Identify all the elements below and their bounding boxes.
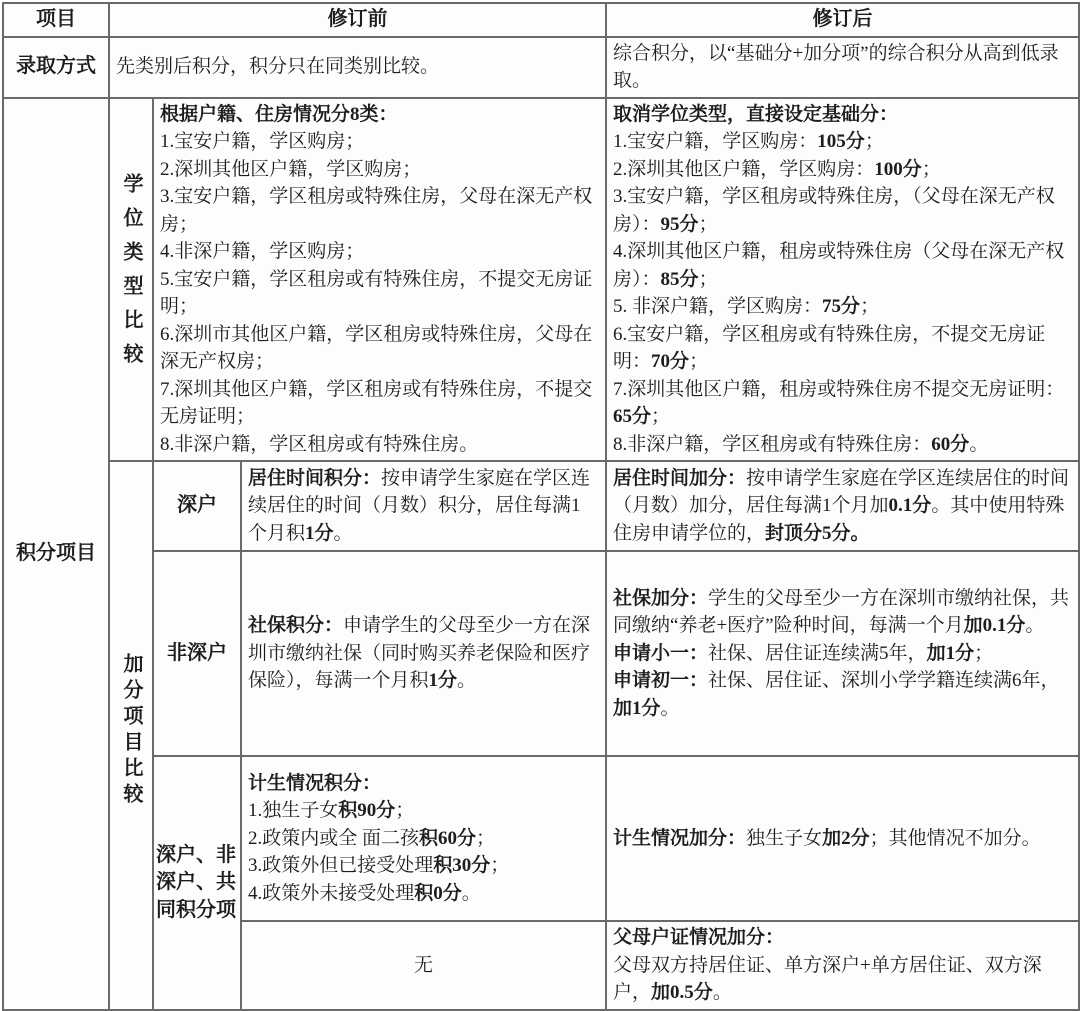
header-item: 项目: [3, 3, 109, 37]
header-after: 修订后: [606, 3, 1079, 37]
paragraph: [613, 101, 1072, 129]
text-run: 居住时间加分：: [613, 467, 747, 489]
text-run: 4.非深户籍，学区购房；: [160, 241, 365, 262]
header-before: 修订前: [109, 3, 606, 37]
text-run: 75分: [822, 296, 861, 317]
text-run: 根据户籍、住房情况分8类：: [160, 103, 398, 125]
text-run: 申请学生的父母至少一方在深圳市缴纳社保（同时购买养老保险和医疗保险），每满一个月积: [248, 615, 591, 692]
text-run: 独生子女: [746, 827, 823, 849]
paragraph: [613, 924, 1072, 952]
paragraph: [160, 156, 599, 184]
text-run: 。: [660, 697, 680, 719]
paragraph: [160, 431, 599, 459]
text-run: 7.深圳其他区户籍，租房或特殊住房不提交无房证明：: [613, 378, 1065, 400]
text-run: 加0.1分: [963, 615, 1026, 637]
admission-method-label: 录取方式: [3, 37, 109, 98]
text-run: 4.深圳其他区户籍，租房或特殊住房（父母在深无产权房）：: [613, 241, 1065, 290]
paragraph: [613, 321, 1072, 376]
text-run: 65分: [613, 406, 652, 427]
text-run: 加0.5分: [651, 982, 713, 1003]
text-run: 3.宝安户籍，学区租房或特殊住房，父母在深无产权房；: [160, 186, 593, 235]
paragraph: [248, 797, 599, 825]
admission-before-cell: [109, 37, 606, 98]
text-run: 积60分: [419, 827, 477, 849]
paragraph: [613, 40, 1072, 95]
text-run: 综合积分，以“基础分+加分项”的综合积分从高到低录取。: [613, 42, 1059, 91]
text-run: 申请小一：: [613, 642, 709, 664]
text-run: 6.深圳市其他区户籍，学区租房或特殊住房，父母在深无产权房；: [160, 323, 593, 372]
text-run: 按申请学生家庭在学区连续居住的时间（月数）积分，居住每满1个月积: [248, 467, 591, 544]
hukou-cert-after-cell: [606, 921, 1079, 1010]
paragraph: [248, 880, 599, 908]
text-run: 1分: [305, 522, 334, 544]
text-run: 。: [969, 433, 989, 455]
bonus-items-label: 加分项目比较: [120, 653, 142, 809]
text-run: 105分: [817, 131, 865, 152]
paragraph: [248, 852, 599, 880]
text-run: 2.政策内或全 面二孩: [248, 827, 420, 849]
text-run: 计生情况积分：: [248, 772, 382, 794]
text-run: 学生的父母至少一方在深圳市缴纳社保，共同缴纳“养老+医疗”险种时间，每满一个月: [613, 587, 1070, 637]
residence-time-before-cell: [241, 461, 606, 551]
text-run: 积30分: [433, 855, 491, 877]
text-run: 申请初一：: [613, 670, 709, 692]
paragraph: [613, 952, 1072, 1007]
paragraph: [248, 465, 599, 548]
text-run: 1.独生子女: [248, 800, 339, 822]
text-run: 4.政策外未接受处理: [248, 882, 415, 904]
shenzhen-hukou-label: 深户: [153, 461, 241, 551]
paragraph: [613, 376, 1072, 431]
paragraph: [613, 667, 1072, 722]
paragraph: [613, 640, 1072, 668]
paragraph: [613, 825, 1072, 853]
text-run: 按申请学生家庭在学区连续居住的时间（月数）加分，居住每满1个月加: [613, 467, 1070, 517]
text-run: 5. 非深户籍，学区购房：: [613, 296, 823, 317]
text-run: 。: [333, 522, 353, 544]
text-run: 。: [461, 882, 481, 904]
paragraph: [613, 431, 1072, 459]
text-run: 加1分: [926, 642, 975, 664]
text-run: 封顶分5分。: [765, 522, 870, 544]
paragraph: [613, 238, 1072, 293]
social-security-before-cell: [241, 551, 606, 756]
paragraph: [613, 585, 1072, 640]
paragraph: [160, 321, 599, 376]
degree-type-label-cell: [109, 98, 153, 462]
paragraph: [248, 952, 599, 980]
text-run: 加1分: [613, 697, 661, 719]
text-run: ；: [864, 131, 884, 152]
text-run: ；: [689, 351, 709, 372]
revision-comparison-table: [2, 2, 1080, 1011]
text-run: ；: [490, 855, 510, 877]
text-run: 居住时间积分：: [248, 467, 382, 489]
social-security-after-cell: [606, 551, 1079, 756]
text-run: 2.深圳其他区户籍，学区购房：: [613, 158, 875, 180]
text-run: ；: [651, 406, 671, 427]
text-run: 60分: [931, 433, 970, 455]
text-run: 无: [414, 954, 434, 976]
text-run: 7.深圳其他区户籍，学区租房或有特殊住房，不提交无房证明；: [160, 378, 593, 427]
text-run: ；: [860, 296, 880, 317]
paragraph: [613, 183, 1072, 238]
text-run: 1.宝安户籍，学区购房：: [613, 131, 818, 152]
text-run: 父母双方持居住证、单方深户+单方居住证、双方深户，: [613, 954, 1042, 1003]
text-run: 6.宝安户籍，学区租房或有特殊住房，不提交无房证明：: [613, 323, 1046, 372]
admission-after-cell: [606, 37, 1079, 98]
paragraph: [160, 128, 599, 156]
text-run: 。其中使用特殊住房申请学位的，: [613, 495, 1065, 544]
degree-type-before-cell: [153, 98, 606, 462]
text-run: 父母户证情况加分：: [613, 927, 785, 948]
residence-time-after-cell: [606, 461, 1079, 551]
text-run: ；: [395, 800, 415, 822]
text-run: ；: [476, 827, 496, 849]
text-run: 8.非深户籍，学区租房或有特殊住房。: [160, 433, 479, 455]
text-run: 积90分: [338, 800, 396, 822]
text-run: ；: [921, 158, 941, 180]
paragraph: [116, 53, 599, 81]
text-run: 3.政策外但已接受处理: [248, 855, 434, 877]
paragraph: [248, 612, 599, 695]
paragraph: [613, 156, 1072, 184]
hukou-cert-before-cell: [241, 921, 606, 1010]
text-run: 计生情况加分：: [613, 827, 747, 849]
text-run: 70分: [651, 351, 690, 372]
paragraph: [160, 238, 599, 266]
text-run: 5.宝安户籍，学区租房或有特殊住房，不提交无房证明；: [160, 268, 593, 317]
family-planning-before-cell: [241, 756, 606, 921]
text-run: 取消学位类型，直接设定基础分：: [613, 103, 899, 125]
paragraph: [160, 101, 599, 129]
paragraph: [160, 183, 599, 238]
text-run: ；其他情况不加分。: [869, 827, 1041, 849]
text-run: 。: [457, 670, 477, 692]
text-run: ；: [974, 642, 994, 664]
text-run: 2.深圳其他区户籍，学区购房；: [160, 158, 422, 180]
paragraph: [613, 128, 1072, 156]
text-run: 100分: [874, 158, 922, 180]
paragraph: [613, 293, 1072, 321]
text-run: 先类别后积分，积分只在同类别比较。: [116, 56, 440, 78]
paragraph: [248, 825, 599, 853]
text-run: ；: [698, 213, 718, 235]
paragraph: [248, 770, 599, 798]
paragraph: [613, 465, 1072, 548]
text-run: 社保积分：: [248, 615, 344, 637]
degree-type-label: 学位类型比较: [120, 173, 142, 377]
text-run: 8.非深户籍，学区租房或有特殊住房：: [613, 433, 932, 455]
text-run: 社保加分：: [613, 587, 709, 609]
family-planning-after-cell: [606, 756, 1079, 921]
bonus-items-label-cell: [109, 461, 153, 1010]
text-run: ；: [698, 268, 718, 290]
degree-type-after-cell: [606, 98, 1079, 462]
text-run: 3.宝安户籍，学区租房或特殊住房，（父母在深无产权房）：: [613, 186, 1055, 235]
paragraph: [160, 376, 599, 431]
paragraph: [160, 266, 599, 321]
text-run: 。: [1025, 615, 1045, 637]
text-run: 加2分: [822, 827, 870, 849]
scoring-items-label: 积分项目: [3, 98, 109, 1010]
text-run: 社保、居住证连续满5年，: [708, 642, 927, 664]
text-run: 积0分: [414, 882, 462, 904]
common-items-label: 深户、非深户、共同积分项: [153, 756, 241, 1010]
text-run: 1分: [428, 670, 458, 692]
non-shenzhen-hukou-label: 非深户: [153, 551, 241, 756]
text-run: 1.宝安户籍，学区购房；: [160, 131, 365, 152]
text-run: 0.1分: [888, 495, 932, 517]
text-run: 95分: [660, 213, 699, 235]
text-run: 。: [712, 982, 732, 1003]
text-run: 社保、居住证、深圳小学学籍连续满6年，: [708, 670, 1060, 692]
text-run: 85分: [660, 268, 699, 290]
